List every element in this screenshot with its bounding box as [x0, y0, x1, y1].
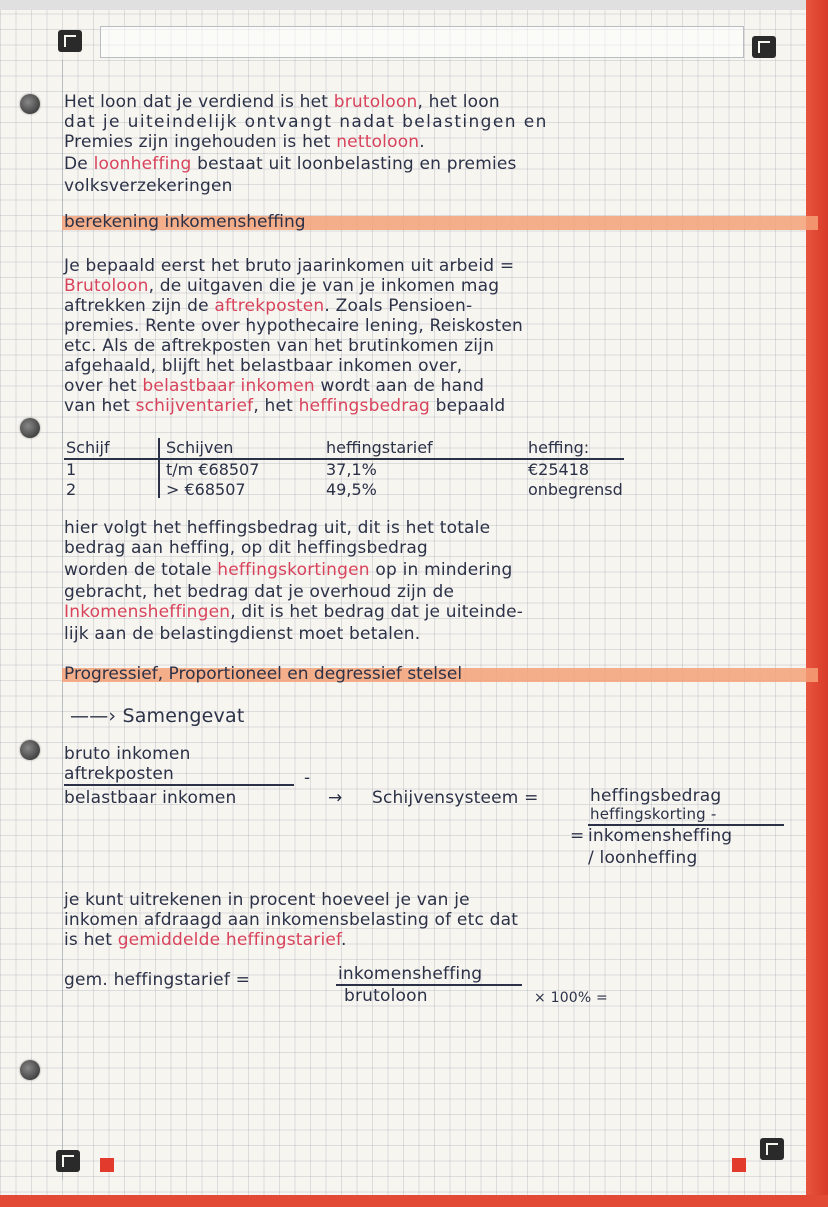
summary-heffingskorting: heffingskorting -	[590, 805, 717, 823]
table-header-schijf: Schijf	[66, 438, 110, 457]
binder-hole	[20, 1060, 40, 1080]
summary-belastbaar-inkomen: belastbaar inkomen	[64, 788, 237, 808]
para1-line-6: afgehaald, blijft het belastbaar inkomen over,	[64, 356, 463, 376]
para2-line-6: lijk aan de belastingdienst moet betalen.	[64, 624, 421, 644]
notebook-logo-icon	[58, 30, 82, 52]
formula-left: gem. heffingstarief =	[64, 970, 251, 990]
table-row-1-tarief: 37,1%	[326, 460, 377, 479]
binder-hole	[20, 94, 40, 114]
summary-arrow-label: ——› Samengevat	[70, 705, 245, 727]
page-bottom-edge	[0, 1195, 828, 1207]
table-row-2-tarief: 49,5%	[326, 480, 377, 499]
summary-minus: -	[304, 768, 311, 788]
para2-line-2: bedrag aan heffing, op dit heffingsbedrag	[64, 538, 428, 558]
table-header-schijven: Schijven	[166, 438, 234, 457]
para3-line-3: is het gemiddelde heffingstarief.	[64, 930, 347, 950]
page-top-edge	[0, 0, 828, 10]
para1-line-8: van het schijventarief, het heffingsbedrag bepaald	[64, 396, 506, 416]
table-divider	[158, 438, 160, 498]
table-header-heffingstarief: heffingstarief	[326, 438, 433, 457]
table-header-heffing: heffing:	[528, 438, 590, 457]
notebook-logo-icon	[760, 1138, 784, 1160]
para2-line-4: gebracht, het bedrag dat je overhoud zijn de	[64, 582, 455, 602]
para2-line-3: worden de totale heffingskortingen op in mindering	[64, 560, 513, 580]
notebook-logo-icon	[752, 36, 776, 58]
para1-line-2: Brutoloon, de uitgaven die je van je inkomen mag	[64, 276, 500, 296]
para1-line-5: etc. Als de aftrekposten van het brutinkomen zijn	[64, 336, 495, 356]
para1-line-1: Je bepaald eerst het bruto jaarinkomen uit arbeid =	[64, 256, 515, 276]
formula-denominator: brutoloon	[344, 986, 428, 1006]
summary-inkomensheffing: inkomensheffing	[588, 826, 733, 846]
section-title-berekening: berekening inkomensheffing	[64, 212, 306, 232]
table-row-1-heffing: €25418	[528, 460, 590, 479]
intro-line-4: De loonheffing bestaat uit loonbelasting en premies	[64, 154, 517, 174]
para3-line-2: inkomen afdraagd aan inkomensbelasting of etc dat	[64, 910, 519, 930]
header-box	[100, 26, 744, 58]
formula-times: × 100% =	[534, 990, 608, 1006]
formula-numerator: inkomensheffing	[338, 964, 483, 984]
summary-sum-line	[64, 784, 294, 786]
section-title-stelsel: Progressief, Proportioneel en degressief stelsel	[64, 664, 463, 684]
para2-line-5: Inkomensheffingen, dit is het bedrag dat je uiteinde-	[64, 602, 524, 622]
para2-line-1: hier volgt het heffingsbedrag uit, dit is het totale	[64, 518, 491, 538]
table-row-1-schijven: t/m €68507	[166, 460, 260, 479]
para1-line-7: over het belastbaar inkomen wordt aan de hand	[64, 376, 485, 396]
binder-hole	[20, 418, 40, 438]
para3-line-1: je kunt uitrekenen in procent hoeveel je van je	[64, 890, 470, 910]
summary-bruto-inkomen: bruto inkomen	[64, 744, 191, 764]
binder-hole	[20, 740, 40, 760]
summary-arrow: →	[328, 788, 343, 808]
summary-loonheffing: / loonheffing	[588, 848, 698, 868]
table-row-2-heffing: onbegrensd	[528, 480, 623, 499]
red-marker-square	[732, 1158, 746, 1172]
table-row-2-schijven: > €68507	[166, 480, 246, 499]
intro-line-1: Het loon dat je verdiend is het brutoloon, het loon	[64, 92, 500, 112]
notebook-logo-icon	[56, 1150, 80, 1172]
intro-line-3: Premies zijn ingehouden is het nettoloon.	[64, 132, 425, 152]
para1-line-3: aftrekken zijn de aftrekposten. Zoals Pensioen-	[64, 296, 473, 316]
summary-heffingsbedrag: heffingsbedrag	[590, 786, 722, 806]
intro-line-5: volksverzekeringen	[64, 176, 233, 196]
table-row-1-schijf: 1	[66, 460, 77, 479]
summary-schijvensysteem: Schijvensysteem =	[372, 788, 539, 808]
table-row-2-schijf: 2	[66, 480, 77, 499]
summary-equals: =	[570, 826, 585, 846]
page-right-edge	[806, 0, 828, 1207]
para1-line-4: premies. Rente over hypothecaire lening, Reiskosten	[64, 316, 524, 336]
intro-line-2: dat je uiteindelijk ontvangt nadat belastingen en	[64, 112, 548, 132]
red-marker-square	[100, 1158, 114, 1172]
summary-aftrekposten: aftrekposten	[64, 764, 175, 784]
